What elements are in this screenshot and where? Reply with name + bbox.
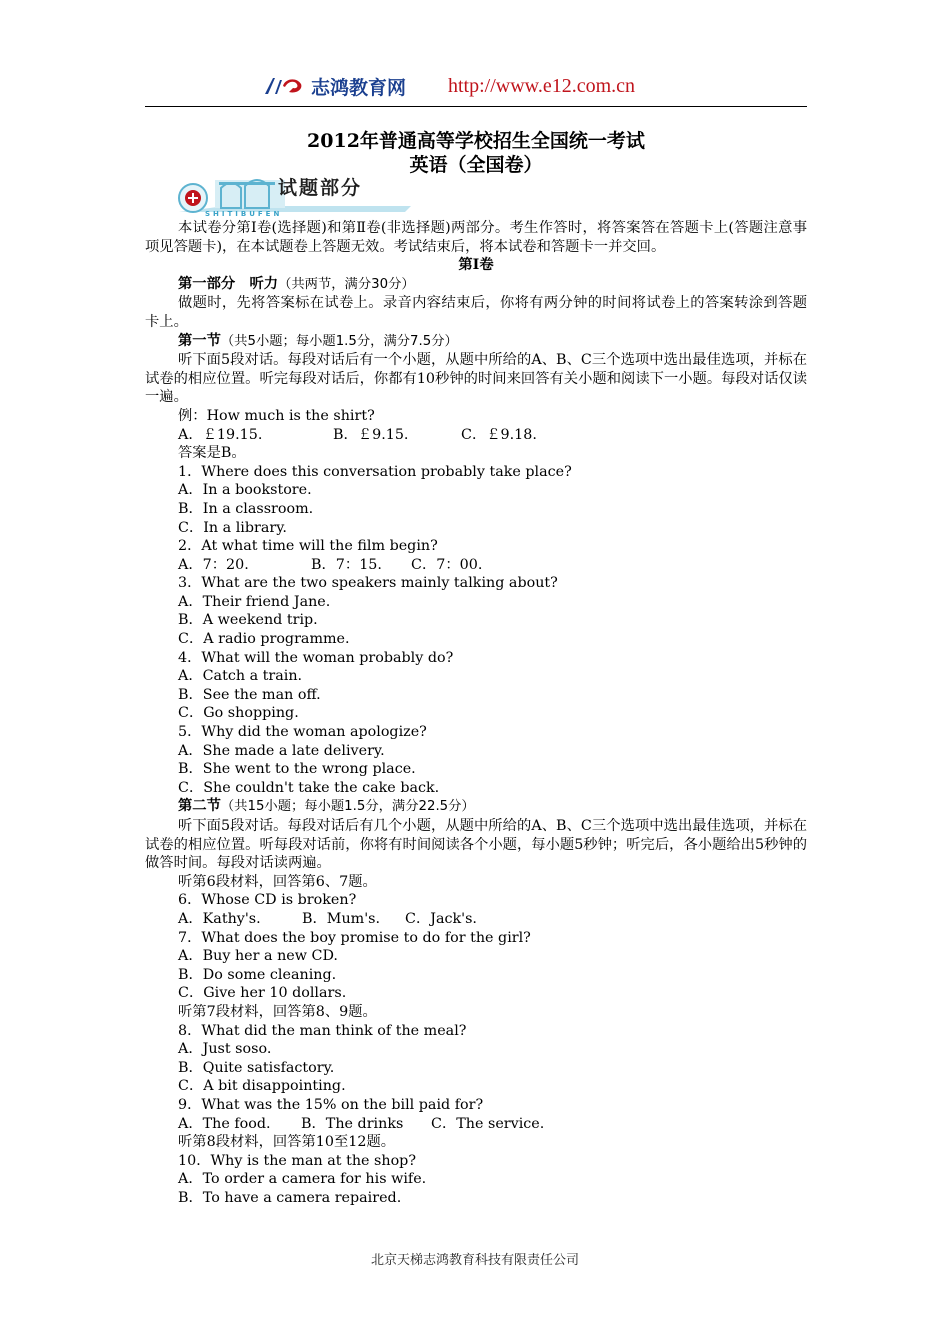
option: A．The food.	[178, 1115, 271, 1132]
exam-content	[145, 219, 807, 1207]
option: C．Give her 10 dollars.	[178, 985, 347, 1002]
question: 1．Where does this conversation probably take place?	[178, 463, 572, 480]
question: 3．What are the two speakers mainly talking about?	[178, 575, 558, 592]
banner-sublabel: SHITIBUFEN	[205, 210, 283, 218]
material-heading: 听第7段材料，回答第8、9题。	[178, 1003, 377, 1020]
material-heading: 听第6段材料，回答第6、7题。	[178, 873, 377, 890]
option: A．She made a late delivery.	[178, 742, 385, 759]
site-url-link[interactable]: http://www.e12.com.cn	[448, 75, 636, 97]
part1-title: 第一部分 听力	[178, 275, 279, 292]
option: B．Mum's.	[302, 910, 381, 927]
logo-name: 志鸿教育网	[311, 77, 407, 99]
option: B．To have a camera repaired.	[178, 1189, 402, 1206]
option: B．7：15.	[311, 556, 382, 573]
option: A．Their friend Jane.	[178, 593, 331, 610]
question: 4．What will the woman probably do?	[178, 649, 454, 666]
option: A．In a bookstore.	[178, 482, 312, 499]
section1-title: 第一节	[178, 332, 221, 349]
option: A．Kathy's.	[178, 910, 261, 927]
part1-note: （共两节，满分30分）	[278, 276, 415, 292]
example-options	[145, 426, 807, 445]
section-banner	[175, 172, 415, 220]
question: 7．What does the boy promise to do for the girl?	[178, 929, 531, 946]
option: B．The drinks	[301, 1115, 404, 1132]
option: C．￡9.18.	[461, 426, 537, 443]
question: 9．What was the 15% on the bill paid for?	[178, 1096, 484, 1113]
material-heading: 听第8段材料，回答第10至12题。	[178, 1134, 396, 1151]
part1-instructions: 做题时，先将答案标在试卷上。录音内容结束后，你将有两分钟的时间将试卷上的答案转涂到答题卡上。	[145, 295, 807, 330]
section1-heading	[145, 332, 807, 352]
logo-icon	[263, 74, 307, 98]
option: A．To order a camera for his wife.	[178, 1171, 427, 1188]
option: C．The service.	[431, 1115, 545, 1132]
section2-title: 第二节	[178, 798, 221, 815]
exam-subtitle: 英语（全国卷）	[409, 154, 543, 176]
banner-label: 试题部分	[278, 177, 363, 199]
volume-heading: 第Ⅰ卷	[458, 257, 494, 274]
option-row	[145, 1115, 807, 1134]
section2-heading	[145, 797, 807, 817]
option: B．See the man off.	[178, 686, 321, 703]
section2-instructions: 听下面5段对话。每段对话后有几个小题，从题中所给的A、B、C三个选项中选出最佳选项，并标在试卷的相应位置。听每段对话前，你将有时间阅读各个小题，每小题5秒钟；听完后，各小题给出5秒钟的做答时间。每段对话读两遍。	[145, 818, 807, 872]
option: A．Buy her a new CD.	[178, 948, 338, 965]
option: C．She couldn't take the cake back.	[178, 779, 440, 796]
option: B．￡9.15.	[333, 426, 409, 443]
option-row	[145, 556, 807, 575]
option: B．She went to the wrong place.	[178, 761, 416, 778]
option: B．Quite satisfactory.	[178, 1059, 335, 1076]
option: A．7：20.	[178, 556, 249, 573]
option: C．Go shopping.	[178, 705, 299, 722]
option: C．In a library.	[178, 519, 287, 536]
option: A．Catch a train.	[178, 668, 303, 685]
option: C．Jack's.	[405, 910, 477, 927]
question: 8．What did the man think of the meal?	[178, 1022, 467, 1039]
question: 6．Whose CD is broken?	[178, 892, 357, 909]
question: 5．Why did the woman apologize?	[178, 724, 427, 741]
option: B．Do some cleaning.	[178, 966, 337, 983]
section2-note: （共15小题；每小题1.5分，满分22.5分）	[220, 799, 475, 815]
section1-note: （共5小题；每小题1.5分，满分7.5分）	[220, 333, 458, 349]
example-question: 例：How much is the shirt?	[178, 407, 375, 424]
section1-instructions: 听下面5段对话。每段对话后有一个小题，从题中所给的A、B、C三个选项中选出最佳选项，并标在试卷的相应位置。听完每段对话后，你都有10秒钟的时间来回答有关小题和阅读下一小题。每段对话仅读一遍。	[145, 352, 807, 406]
option: B．In a classroom.	[178, 500, 314, 517]
option: C．7：00.	[411, 556, 483, 573]
option-row	[145, 910, 807, 929]
intro-paragraph: 本试卷分第Ⅰ卷(选择题)和第Ⅱ卷(非选择题)两部分。考生作答时，将答案答在答题卡上(答题注意事项见答题卡)，在本试题卷上答题无效。考试结束后，将本试卷和答题卡一并交回。	[145, 220, 807, 255]
question: 10．Why is the man at the shop?	[178, 1152, 416, 1169]
option: C．A bit disappointing.	[178, 1078, 346, 1095]
option: B．A weekend trip.	[178, 612, 318, 629]
page-header	[145, 68, 807, 107]
example-answer: 答案是B。	[178, 445, 246, 462]
exam-title: 2012年普通高等学校招生全国统一考试	[307, 130, 645, 152]
option: A．Just soso.	[178, 1041, 272, 1058]
page-footer: 北京天梯志鸿教育科技有限责任公司	[370, 1253, 579, 1268]
question: 2．At what time will the film begin?	[178, 538, 438, 555]
option: A．￡19.15.	[178, 426, 263, 443]
option: C．A radio programme.	[178, 631, 350, 648]
part1-heading	[145, 275, 807, 295]
